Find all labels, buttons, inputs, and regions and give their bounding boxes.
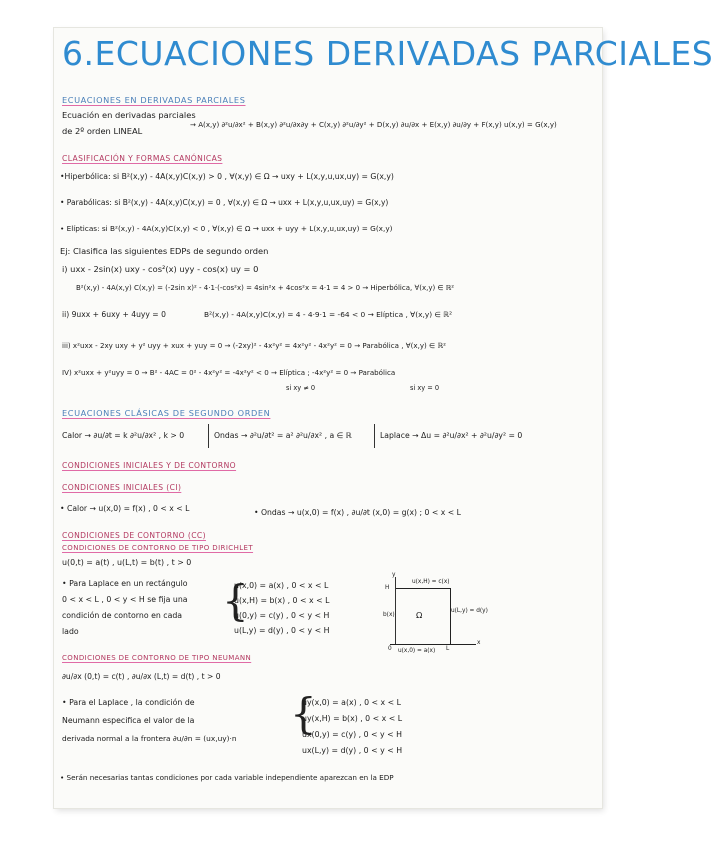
- diagram-H: H: [385, 585, 390, 591]
- laplace-rect-2: 0 < x < L , 0 < y < H se fija una: [62, 595, 188, 604]
- neumann-cond-1: uy(x,0) = a(x) , 0 < x < L: [302, 698, 401, 707]
- edp-line2: de 2º orden LINEAL: [62, 126, 143, 136]
- neumann-cond-4: ux(L,y) = d(y) , 0 < y < H: [302, 746, 403, 755]
- edp-equation: → A(x,y) ∂²u/∂x² + B(x,y) ∂²u/∂x∂y + C(x,y) ∂²u/∂y² + D(x,y) ∂u/∂x + E(x,y) ∂u/∂y + F(x,y) u(x,y) = G(x,y): [190, 120, 557, 129]
- ex-ii-calc: B²(x,y) - 4A(x,y)C(x,y) = 4 - 4·9·1 = -64 < 0 → Elíptica , ∀(x,y) ∈ ℝ²: [204, 310, 453, 319]
- dirichlet-equation: u(0,t) = a(t) , u(L,t) = b(t) , t > 0: [62, 558, 192, 567]
- dirichlet-cond-4: u(L,y) = d(y) , 0 < y < H: [234, 626, 330, 635]
- x-axis: [390, 644, 476, 645]
- ex-iv-note1: si xy ≠ 0: [286, 384, 316, 392]
- heading-clasificacion: CLASIFICACIÓN Y FORMAS CANÓNICAS: [62, 154, 223, 163]
- laplace-rect-3: condición de contorno en cada: [62, 611, 183, 620]
- neumann-cond-2: uy(x,H) = b(x) , 0 < x < L: [302, 714, 403, 723]
- edp-line1: Ecuación en derivadas parciales: [62, 110, 196, 120]
- diagram-left-label: b(x): [383, 612, 395, 618]
- page-title: 6.ECUACIONES DERIVADAS PARCIALES: [62, 34, 713, 73]
- diagram-top-label: u(x,H) = c(x): [412, 579, 450, 585]
- y-axis-label: y: [392, 572, 396, 578]
- eq-laplace: Laplace → Δu = ∂²u/∂x² + ∂²u/∂y² = 0: [380, 431, 523, 440]
- neumann-brace: {: [290, 689, 317, 738]
- eq-calor: Calor → ∂u/∂t = k ∂²u/∂x² , k > 0: [62, 431, 185, 440]
- heading-cc: CONDICIONES DE CONTORNO (CC): [62, 531, 206, 540]
- neumann-equation: ∂u/∂x (0,t) = c(t) , ∂u/∂x (L,t) = d(t) , t > 0: [62, 672, 221, 681]
- neumann-cond-3: ux(0,y) = c(y) , 0 < y < H: [302, 730, 403, 739]
- dirichlet-cond-1: u(x,0) = a(x) , 0 < x < L: [234, 581, 329, 590]
- dirichlet-cond-3: u(0,y) = c(y) , 0 < y < H: [234, 611, 330, 620]
- diagram-bottom-label: u(x,0) = a(x): [398, 648, 436, 654]
- ex-i-equation: i) uxx - 2sin(x) uxy - cos²(x) uyy - cos(x) uy = 0: [62, 264, 259, 274]
- ex-iv-equation: IV) x²uxx + y²uyy = 0 → B² - 4AC = 0² - 4x²y² = -4x²y² < 0 → Elíptica ; -4x²y² = 0 → Parabólica: [62, 368, 396, 377]
- heading-edp: ECUACIONES EN DERIVADAS PARCIALES: [62, 95, 246, 105]
- eliptica-line: • Elípticas: si B²(x,y) - 4A(x,y)C(x,y) < 0 , ∀(x,y) ∈ Ω → uxx + uyy + L(x,y,u,ux,uy) = G(x,y): [60, 224, 393, 233]
- heading-ci: CONDICIONES INICIALES (CI): [62, 483, 182, 492]
- ejercicio-line: Ej: Clasifica las siguientes EDPs de segundo orden: [60, 246, 269, 256]
- dirichlet-cond-2: u(x,H) = b(x) , 0 < x < L: [234, 596, 330, 605]
- ex-i-calc: B²(x,y) - 4A(x,y) C(x,y) = (-2sin x)² - 4·1·(-cos²x) = 4sin²x + 4cos²x = 4·1 = 4 > 0 → Hiperbólica, ∀(x,y) ∈ ℝ²: [76, 284, 455, 292]
- eq-ondas: Ondas → ∂²u/∂t² = a² ∂²u/∂x² , a ∈ ℝ: [214, 431, 352, 440]
- ci-ondas: • Ondas → u(x,0) = f(x) , ∂u/∂t (x,0) = g(x) ; 0 < x < L: [254, 508, 461, 517]
- diagram-omega: Ω: [416, 610, 423, 620]
- y-axis: [395, 577, 396, 645]
- heading-dirichlet: CONDICIONES DE CONTORNO DE TIPO DIRICHLET: [62, 544, 254, 552]
- heading-clasicas: ECUACIONES CLÁSICAS DE SEGUNDO ORDEN: [62, 408, 271, 418]
- notes-page: [54, 28, 713, 808]
- ex-iii-equation: iii) x²uxx - 2xy uxy + y² uyy + xux + yuy = 0 → (-2xy)² - 4x²y² = 4x²y² - 4x²y² = 0 → Parabólica , ∀(x,y) ∈ ℝ²: [62, 341, 446, 350]
- hiperbolica-line: •Hiperbólica: si B²(x,y) - 4A(x,y)C(x,y) > 0 , ∀(x,y) ∈ Ω → uxy + L(x,y,u,ux,uy) = G(x,y): [60, 172, 394, 181]
- heading-condiciones: CONDICIONES INICIALES Y DE CONTORNO: [62, 461, 237, 470]
- neumann-text-1: • Para el Laplace , la condición de: [62, 698, 195, 707]
- dirichlet-brace: {: [222, 576, 249, 625]
- laplace-rect-4: lado: [62, 627, 79, 636]
- domain-rectangle: [395, 588, 451, 645]
- ex-ii-equation: ii) 9uxx + 6uxy + 4uyy = 0: [62, 310, 166, 319]
- divider-2: [374, 424, 375, 448]
- diagram-right-label: u(L,y) = d(y): [451, 608, 488, 614]
- final-note: • Serán necesarias tantas condiciones por cada variable independiente aparezcan en la EDP: [60, 773, 394, 782]
- parabolica-line: • Parabólicas: si B²(x,y) - 4A(x,y)C(x,y) = 0 , ∀(x,y) ∈ Ω → uxx + L(x,y,u,ux,uy) = G(x,y): [60, 198, 389, 207]
- x-axis-label: x: [477, 640, 481, 646]
- ci-calor: • Calor → u(x,0) = f(x) , 0 < x < L: [60, 504, 190, 513]
- neumann-text-3: derivada normal a la frontera ∂u/∂n = (ux,uy)·n: [62, 734, 237, 743]
- diagram-L: L: [446, 646, 450, 652]
- laplace-rect-1: • Para Laplace en un rectángulo: [62, 579, 188, 588]
- ex-iv-note2: si xy = 0: [410, 384, 440, 392]
- neumann-text-2: Neumann especifica el valor de la: [62, 716, 195, 725]
- divider-1: [208, 424, 209, 448]
- heading-neumann: CONDICIONES DE CONTORNO DE TIPO NEUMANN: [62, 654, 252, 662]
- diagram-origin: 0: [388, 646, 392, 652]
